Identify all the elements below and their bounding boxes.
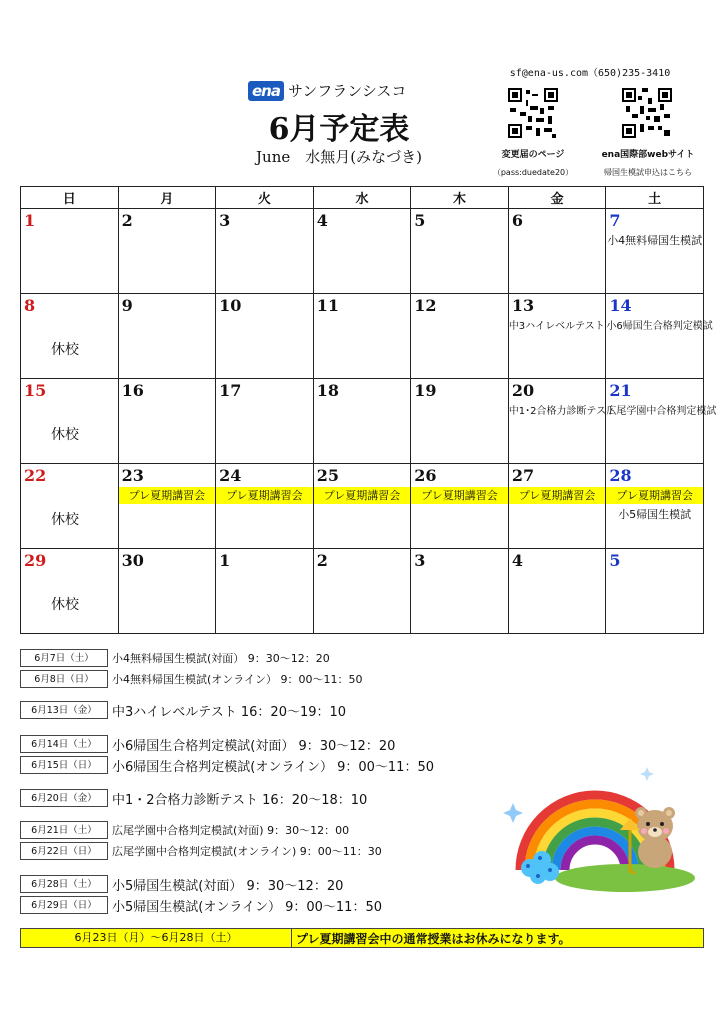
city-name: サンフランシスコ: [287, 82, 407, 100]
schedule-row: [20, 734, 395, 754]
summer-course-band: プレ夏期講習会: [119, 487, 216, 504]
calendar-week: [21, 464, 704, 549]
weekday-2: 火: [216, 187, 314, 209]
schedule-row: [20, 895, 382, 915]
day-number: 5: [609, 551, 621, 570]
calendar-day-cell: [118, 549, 216, 634]
day-number: 3: [219, 211, 231, 230]
closed-label: 休校: [51, 597, 79, 613]
calendar-day-cell: [508, 209, 606, 294]
rainbow-bear-illustration: [480, 760, 710, 920]
day-number: 14: [609, 296, 632, 315]
day-number: 10: [219, 296, 242, 315]
qr2-note: 帰国生模試申込はこちら: [604, 168, 692, 177]
page-subtitle: June 水無月(みなづき): [256, 148, 422, 166]
calendar-day-cell: [411, 464, 509, 549]
calendar-day-cell: [508, 294, 606, 379]
calendar-day-cell: [508, 549, 606, 634]
calendar-day-cell: [118, 294, 216, 379]
day-number: 25: [316, 466, 339, 485]
page-title: 6月予定表: [268, 112, 410, 147]
calendar-day-cell: [21, 294, 119, 379]
schedule-date: 6月29日（日）: [20, 896, 108, 914]
weekday-6: 土: [606, 187, 704, 209]
schedule-row: [20, 700, 346, 720]
day-number: 3: [414, 551, 426, 570]
weekday-0: 日: [21, 187, 119, 209]
schedule-text: 広尾学園中合格判定模試(オンライン) 9：00～11：30: [112, 845, 382, 858]
day-event: 中3ハイレベルテスト: [508, 321, 605, 332]
closed-label: 休校: [51, 427, 79, 443]
schedule-date: 6月13日（金）: [20, 701, 108, 719]
day-number: 6: [511, 211, 523, 230]
schedule-date: 6月22日（日）: [20, 842, 108, 860]
day-number: 22: [24, 466, 47, 485]
day-event: 小4無料帰国生模試: [607, 234, 703, 247]
calendar-week: [21, 294, 704, 379]
schedule-text: 中1・2合格力診断テスト 16：20～18：10: [112, 792, 368, 808]
calendar-day-cell: [411, 294, 509, 379]
ena-logo-mark: ena: [248, 81, 284, 101]
day-number: 13: [511, 296, 535, 315]
day-number: 2: [121, 211, 133, 230]
calendar-day-cell: [606, 464, 704, 549]
day-number: 8: [24, 296, 36, 315]
brand-logo: [248, 80, 406, 101]
day-number: 2: [316, 551, 328, 570]
summer-course-band: プレ夏期講習会: [314, 487, 411, 504]
calendar-day-cell: [216, 549, 314, 634]
day-number: 17: [219, 381, 242, 400]
calendar-day-cell: [411, 549, 509, 634]
qr1-note: （pass:duedate20）: [492, 168, 574, 177]
calendar-day-cell: [313, 294, 411, 379]
calendar-day-cell: [508, 379, 617, 464]
weekday-3: 水: [313, 187, 411, 209]
day-number: 18: [316, 381, 339, 400]
qr-code-icon[interactable]: [508, 88, 558, 138]
weekday-4: 木: [411, 187, 509, 209]
day-number: 24: [219, 466, 242, 485]
schedule-row: [20, 820, 349, 840]
calendar-day-cell: [606, 209, 704, 294]
schedule-text: 中3ハイレベルテスト 16：20～19：10: [112, 704, 347, 720]
summer-course-band: プレ夏期講習会: [606, 487, 703, 504]
calendar-week: [21, 209, 704, 294]
summer-course-band: プレ夏期講習会: [216, 487, 313, 504]
calendar-day-cell: [313, 379, 411, 464]
day-number: 9: [121, 296, 133, 315]
calendar-day-cell: [21, 549, 119, 634]
calendar-grid: [20, 186, 717, 634]
schedule-row: [20, 669, 362, 689]
schedule-row: [20, 874, 343, 894]
calendar-day-cell: [21, 209, 119, 294]
schedule-date: 6月15日（日）: [20, 756, 108, 774]
footer-dates: 6月23日（月）～6月28日（土）: [20, 928, 292, 948]
day-number: 7: [609, 211, 621, 230]
day-number: 29: [24, 551, 47, 570]
day-number: 11: [316, 296, 339, 315]
weekday-5: 金: [508, 187, 606, 209]
qr-code-icon[interactable]: [622, 88, 672, 138]
day-number: 1: [219, 551, 231, 570]
calendar-day-cell: [216, 294, 314, 379]
closed-label: 休校: [51, 512, 79, 528]
schedule-date: 6月28日（土）: [20, 875, 108, 893]
day-number: 12: [414, 296, 437, 315]
calendar-day-cell: [216, 379, 314, 464]
weekday-1: 月: [118, 187, 216, 209]
contact-info: sf@ena-us.com（650)235-3410: [509, 68, 671, 79]
calendar-day-cell: [606, 549, 704, 634]
day-number: 16: [121, 381, 144, 400]
day-number: 27: [511, 466, 535, 485]
summer-course-band: プレ夏期講習会: [411, 487, 508, 504]
day-number: 30: [121, 551, 144, 570]
weekday-header: [21, 187, 704, 209]
schedule-date: 6月20日（金）: [20, 789, 108, 807]
day-number: 4: [511, 551, 523, 570]
day-number: 15: [24, 381, 47, 400]
day-event: 中1･2合格力診断テスト: [508, 406, 617, 417]
day-number: 19: [414, 381, 437, 400]
qr1-caption: 変更届のページ: [501, 150, 565, 160]
day-event: 広尾学園中合格判定模試: [606, 406, 717, 417]
schedule-row: [20, 788, 367, 808]
schedule-text: 小4無料帰国生模試(オンライン） 9：00～11：50: [112, 673, 363, 686]
schedule-text: 小6帰国生合格判定模試(対面） 9：30～12：20: [112, 738, 396, 754]
calendar-day-cell: [508, 464, 606, 549]
calendar-day-cell: [313, 209, 411, 294]
calendar-day-cell: [216, 464, 314, 549]
calendar-day-cell: [313, 464, 411, 549]
calendar-day-cell: [411, 379, 509, 464]
day-event: 小5帰国生模試: [618, 508, 692, 521]
qr2-caption: ena国際部webサイト: [601, 150, 695, 160]
day-number: 5: [414, 211, 426, 230]
calendar-week: [21, 379, 704, 464]
schedule-date: 6月14日（土）: [20, 735, 108, 753]
day-number: 23: [121, 466, 144, 485]
closed-label: 休校: [51, 342, 79, 358]
day-number: 28: [609, 466, 632, 485]
schedule-text: 小5帰国生模試(オンライン） 9：00～11：50: [112, 899, 382, 915]
day-number: 20: [511, 381, 535, 400]
footer-text: プレ夏期講習会中の通常授業はお休みになります。: [292, 928, 704, 948]
schedule-date: 6月21日（土）: [20, 821, 108, 839]
calendar-day-cell: [216, 209, 314, 294]
day-number: 4: [316, 211, 328, 230]
calendar-day-cell: [606, 294, 713, 379]
schedule-text: 小5帰国生模試(対面） 9：30～12：20: [112, 878, 344, 894]
schedule-row: [20, 648, 330, 668]
day-number: 21: [609, 381, 632, 400]
schedule-text: 小6帰国生合格判定模試(オンライン） 9：00～11：50: [112, 759, 434, 775]
schedule-row: [20, 841, 382, 861]
calendar-day-cell: [118, 464, 216, 549]
calendar-week: [21, 549, 704, 634]
schedule-text: 小4無料帰国生模試(対面） 9：30～12：20: [112, 652, 330, 665]
summer-course-band: プレ夏期講習会: [509, 487, 606, 504]
calendar-day-cell: [606, 379, 717, 464]
calendar-day-cell: [313, 549, 411, 634]
day-event: 小6帰国生合格判定模試: [606, 321, 713, 332]
schedule-text: 広尾学園中合格判定模試(対面) 9：30～12：00: [112, 824, 350, 837]
calendar-day-cell: [411, 209, 509, 294]
calendar-day-cell: [21, 379, 119, 464]
calendar-day-cell: [118, 379, 216, 464]
day-number: 26: [414, 466, 437, 485]
schedule-date: 6月8日（日）: [20, 670, 108, 688]
calendar-day-cell: [118, 209, 216, 294]
schedule-row: [20, 755, 434, 775]
schedule-date: 6月7日（土）: [20, 649, 108, 667]
footer-notice: [20, 928, 704, 948]
day-number: 1: [24, 211, 36, 230]
calendar-day-cell: [21, 464, 119, 549]
